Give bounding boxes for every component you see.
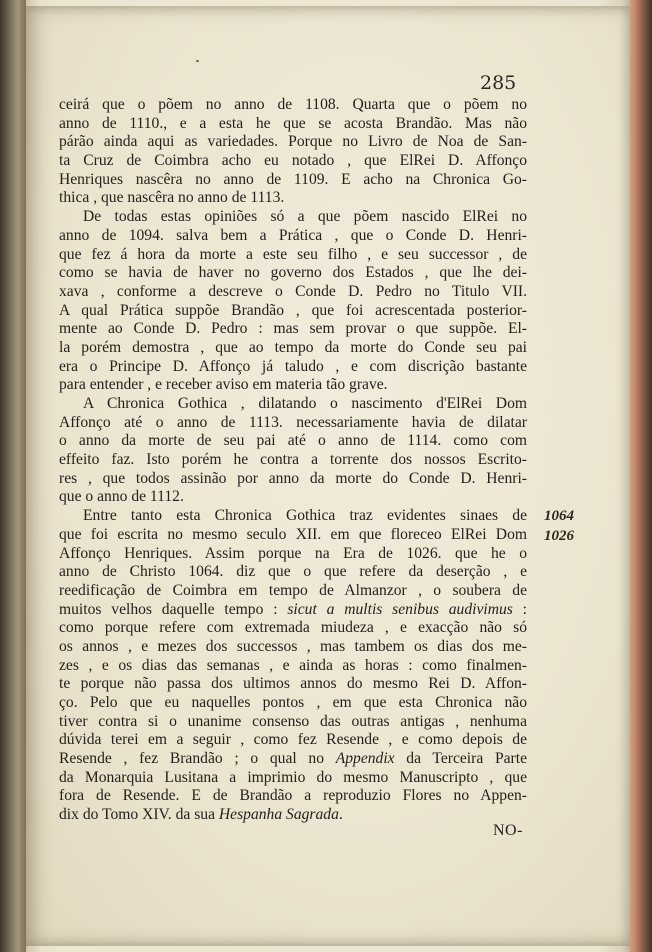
text-line: muitos velhos daquelle tempo : sicut a multis senibus audivimus : <box>59 600 528 618</box>
page-number: 285 <box>480 72 517 94</box>
text-line: anno de 1110., e a esta he que se acosta Brandão. Mas não <box>59 114 527 132</box>
text-line: effeito faz. Isto porém he contra a torrente dos nossos Escrito- <box>59 451 527 469</box>
text-line: anno de 1094. salva bem a Prática , que o Conde D. Henri- <box>59 226 527 244</box>
text-line: A Chronica Gothica , dilatando o nascimento d'ElRei Dom <box>83 395 527 412</box>
left-page-edge <box>0 0 26 952</box>
red-page-edges <box>630 0 652 952</box>
text-line: De todas estas opiniões só a que põem nascido ElRei no <box>83 208 527 226</box>
text-line: para entender , e receber aviso em materia tão grave. <box>59 376 388 394</box>
text-line: la porém demostra , que ao tempo da morte do Conde seu pai <box>59 338 527 356</box>
text-line: Affonço Henriques. Assim porque na Era de 1026. que he o <box>59 544 527 562</box>
text-line: era o Principe D. Affonço já taludo , e com discrição bastante <box>59 357 527 375</box>
text-line: o anno da morte de seu pai até o anno de 1114. como com <box>59 432 527 450</box>
text-line: os annos , e mezes dos successos , mas tambem os dias dos me- <box>59 637 527 655</box>
text-line: xava , conforme a descreve o Conde D. Pedro no Titulo VII. <box>59 282 527 300</box>
body-text <box>59 96 527 825</box>
text-line: mente ao Conde D. Pedro : mas sem provar o que suppõe. El- <box>59 320 527 338</box>
text-line: que fez á hora da morte a este seu filho , e seu successor , de <box>59 245 527 263</box>
text-line: Resende , fez Brandão ; o qual no Appendix da Terceira Parte <box>59 750 527 768</box>
text-line: como porque refere com extremada miudeza , e exacção não só <box>59 619 527 637</box>
text-line: thica , que nascêra no anno de 1113. <box>59 189 285 207</box>
text-line: res , que todos assinão por anno da morte do Conde D. Henri- <box>59 469 527 487</box>
text-line: ço. Pelo que eu naquelles pontos , em que esta Chronica não <box>59 694 527 711</box>
text-line: ta Cruz de Coimbra acho eu notado , que ElRei D. Affonço <box>59 152 527 170</box>
text-line: Affonço até o anno de 1113. necessariamente havia de dilatar <box>59 413 527 431</box>
text-line: te porque não passa dos ultimos annos do mesmo Rei D. Affon- <box>59 675 527 693</box>
text-line: Henriques nascêra no anno de 1109. E acho na Chronica Go- <box>59 170 527 188</box>
text-line: zes , e os dias das semanas , e ainda as horas : como finalmen- <box>59 656 527 674</box>
text-line: que o anno de 1112. <box>59 488 184 506</box>
text-line: ceirá que o põem no anno de 1108. Quarta que o põem no <box>59 96 527 113</box>
italic-phrase: sicut a multis senibus audivimus <box>287 600 513 618</box>
text-line: dix do Tomo XIV. da sua Hespanha Sagrada. <box>59 806 343 824</box>
text-line: párão ainda aqui as variedades. Porque no Livro de Noa de San- <box>59 133 527 151</box>
text-line: como se havia de haver no governo dos Estados , que lhe dei- <box>59 264 527 282</box>
text-line: reedificação de Coimbra em tempo de Almanzor , o soubera de <box>59 581 527 599</box>
text-line: da Monarquia Lusitana a imprimio do mesmo Manuscripto , que <box>59 768 527 786</box>
margin-note-1064: 1064 <box>544 508 574 524</box>
text-line: tiver contra si o unanime consenso das outras antigas , nenhuma <box>59 712 527 730</box>
text-line: anno de Christo 1064. diz que o que refere da deserção , e <box>59 563 527 581</box>
margin-note-1026: 1026 <box>544 528 574 544</box>
text-line: Entre tanto esta Chronica Gothica traz evidentes sinaes de <box>83 507 527 525</box>
text-line: A qual Prática suppõe Brandão , que foi acrescentada posterior- <box>59 301 527 319</box>
catchword: NO- <box>493 822 523 839</box>
text-line: dúvida terei em a seguir , como fez Resende , e como depois de <box>59 731 527 749</box>
italic-phrase: Appendix <box>335 750 395 768</box>
text-line: que foi escrita no mesmo seculo XII. em que floreceo ElRei Dom <box>59 525 527 543</box>
ink-speck <box>196 60 199 62</box>
text-line: fora de Resende. E de Brandão a reproduzio Flores no Appen- <box>59 787 527 805</box>
italic-phrase: Hespanha Sagrada <box>218 806 339 824</box>
